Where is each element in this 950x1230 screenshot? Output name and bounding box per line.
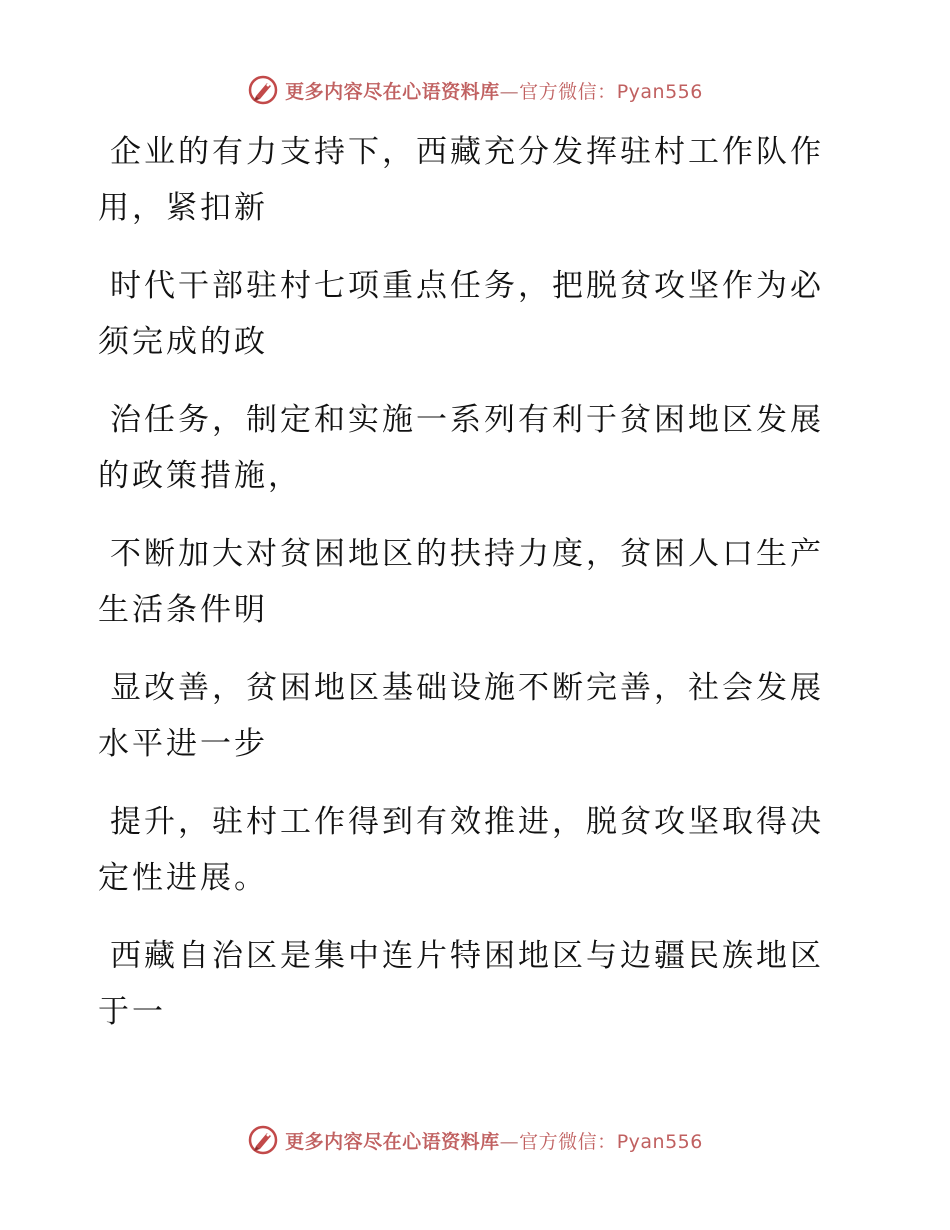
paragraph-line: 时代干部驻村七项重点任务，把脱贫攻坚作为必 [110, 268, 824, 304]
watermark-brand: 更多内容尽在心语资料库 [285, 1130, 500, 1153]
watermark-official-label: 官方微信： [519, 80, 617, 103]
watermark-official-label: 官方微信： [519, 1130, 617, 1153]
paragraph-line: 用，紧扣新 [98, 190, 268, 226]
pen-nib-logo-icon [247, 74, 279, 106]
watermark-wechat-id: Pyan556 [616, 1130, 703, 1153]
document-body [98, 124, 838, 1062]
pen-nib-logo-icon [247, 1124, 279, 1156]
watermark-separator: — [499, 1130, 520, 1153]
header-watermark [0, 70, 950, 110]
watermark-group [247, 1124, 703, 1156]
paragraph-line: 企业的有力支持下，西藏充分发挥驻村工作队作 [110, 134, 824, 170]
paragraph-line: 显改善，贫困地区基础设施不断完善，社会发展 [110, 670, 824, 706]
paragraph-4 [98, 526, 838, 638]
watermark-text [285, 77, 703, 104]
watermark-brand: 更多内容尽在心语资料库 [285, 80, 500, 103]
paragraph-line: 生活条件明 [98, 592, 268, 628]
paragraph-line: 须完成的政 [98, 324, 268, 360]
paragraph-line: 治任务，制定和实施一系列有利于贫困地区发展 [110, 402, 824, 438]
watermark-group [247, 74, 703, 106]
paragraph-line: 西藏自治区是集中连片特困地区与边疆民族地区 [110, 938, 824, 974]
paragraph-7 [98, 928, 838, 1040]
paragraph-line: 于一 [98, 994, 166, 1030]
paragraph-line: 定性进展。 [98, 860, 268, 896]
paragraph-5 [98, 660, 838, 772]
paragraph-line: 不断加大对贫困地区的扶持力度，贫困人口生产 [110, 536, 824, 572]
paragraph-line: 水平进一步 [98, 726, 268, 762]
paragraph-6 [98, 794, 838, 906]
paragraph-line: 的政策措施， [98, 458, 302, 494]
footer-watermark [0, 1120, 950, 1160]
watermark-wechat-id: Pyan556 [616, 80, 703, 103]
watermark-text [285, 1127, 703, 1154]
paragraph-2 [98, 258, 838, 370]
watermark-separator: — [499, 80, 520, 103]
paragraph-line: 提升，驻村工作得到有效推进，脱贫攻坚取得决 [110, 804, 824, 840]
paragraph-1 [98, 124, 838, 236]
paragraph-3 [98, 392, 838, 504]
